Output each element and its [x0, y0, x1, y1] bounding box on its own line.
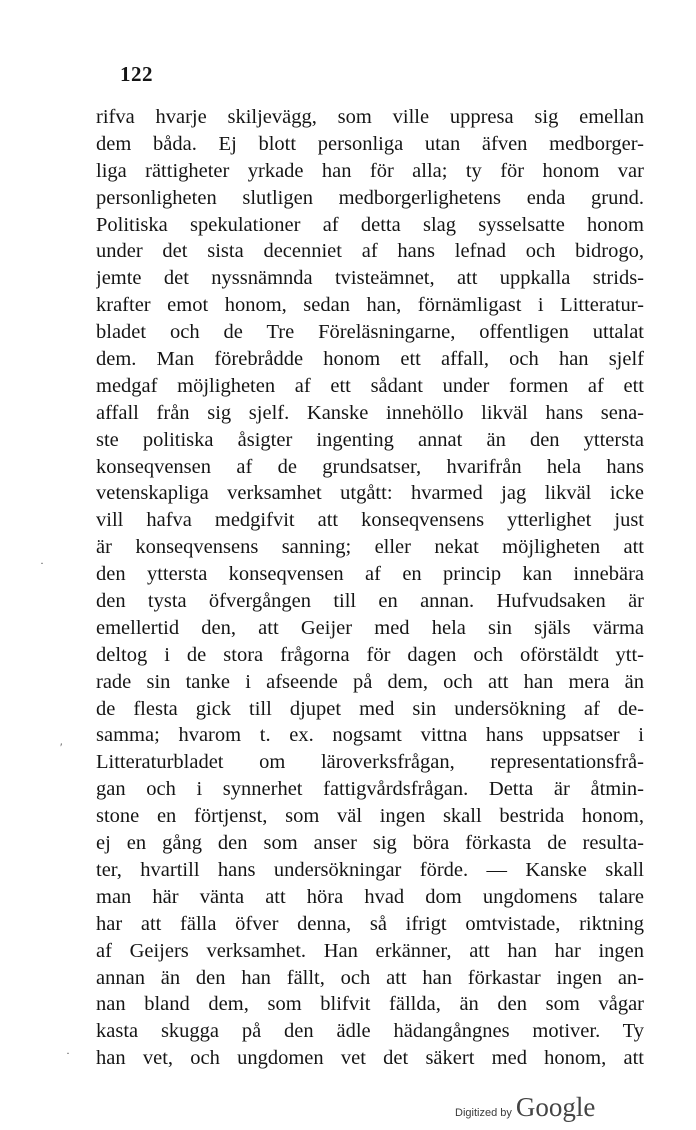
text-line: konseqvensen af de grundsatser, hvarifrån hela hans: [96, 455, 644, 478]
text-line: de flesta gick till djupet med sin undersökning af de-: [96, 697, 644, 720]
text-line: är konseqvensens sanning; eller nekat möjligheten att: [96, 536, 644, 559]
text-line: personligheten slutligen medborgerlighetens enda grund.: [96, 186, 644, 209]
text-line: deltog i de stora frågorna för dagen och oförstäldt ytt-: [96, 643, 644, 666]
text-line: under det sista decenniet af hans lefnad och bidrogo,: [96, 240, 644, 263]
page-number: 122: [120, 62, 153, 86]
text-line: dem. Man förebrådde honom ett affall, och han sjelf: [96, 348, 644, 371]
margin-mark: ·: [66, 1046, 70, 1060]
text-line: vetenskapliga verksamhet utgått: hvarmed jag likväl icke: [96, 482, 644, 505]
text-line: nan bland dem, som blifvit fällda, än den som vågar: [96, 993, 644, 1016]
digitized-by-google: [455, 1092, 595, 1123]
margin-mark: ′: [60, 740, 63, 754]
body-text: [96, 104, 644, 1072]
text-line: rade sin tanke i afseende på dem, och att han mera än: [96, 670, 644, 693]
text-line: rifva hvarje skiljevägg, som ville uppresa sig emellan: [96, 106, 644, 128]
text-line: medgaf möjligheten af ett sådant under formen af ett: [96, 374, 644, 397]
text-line: af Geijers verksamhet. Han erkänner, att han har ingen: [96, 939, 644, 962]
text-line: Litteraturbladet om läroverksfrågan, representationsfrå-: [96, 751, 644, 774]
text-line: annan än den han fällt, och att han förkastar ingen an-: [96, 966, 644, 989]
text-line: man här vänta att höra hvad dom ungdomens talare: [96, 885, 644, 908]
digitized-by-label: Digitized by: [455, 1107, 512, 1119]
text-line: ter, hvartill hans undersökningar förde. — Kanske skall: [96, 858, 644, 881]
text-line: ste politiska åsigter ingenting annat än den yttersta: [96, 428, 644, 451]
text-line: samma; hvarom t. ex. nogsamt vittna hans uppsatser i: [96, 724, 644, 747]
text-line: emellertid den, att Geijer med hela sin själs värma: [96, 616, 644, 639]
text-line: bladet och de Tre Föreläsningarne, offentligen uttalat: [96, 321, 644, 344]
text-line: Politiska spekulationer af detta slag sysselsatte honom: [96, 213, 644, 236]
text-line: gan och i synnerhet fattigvårdsfrågan. Detta är åtmin-: [96, 778, 644, 801]
text-line: jemte det nyssnämnda tvisteämnet, att uppkalla strids-: [96, 267, 644, 290]
text-line: liga rättigheter yrkade han för alla; ty för honom var: [96, 159, 644, 182]
text-line: vill hafva medgifvit att konseqvensens ytterlighet just: [96, 509, 644, 532]
text-line: den yttersta konseqvensen af en princip kan innebära: [96, 563, 644, 586]
text-line: har att fälla öfver denna, så ifrigt omtvistade, riktning: [96, 912, 644, 935]
google-logo: Google: [515, 1092, 596, 1122]
text-line: affall från sig sjelf. Kanske innehöllo likväl hans sena-: [96, 401, 644, 424]
text-line: dem båda. Ej blott personliga utan äfven medborger-: [96, 132, 644, 155]
text-line: stone en förtjenst, som väl ingen skall bestrida honom,: [96, 805, 644, 828]
text-line: krafter emot honom, sedan han, förnämligast i Litteratur-: [96, 294, 644, 317]
text-line: han vet, och ungdomen vet det säkert med honom, att: [96, 1047, 644, 1070]
text-line: den tysta öfvergången till en annan. Hufvudsaken är: [96, 590, 644, 613]
text-line: kasta skugga på den ädle hädangångnes motiver. Ty: [96, 1020, 644, 1043]
margin-mark: ·: [40, 556, 44, 570]
text-line: ej en gång den som anser sig böra förkasta de resulta-: [96, 832, 644, 855]
